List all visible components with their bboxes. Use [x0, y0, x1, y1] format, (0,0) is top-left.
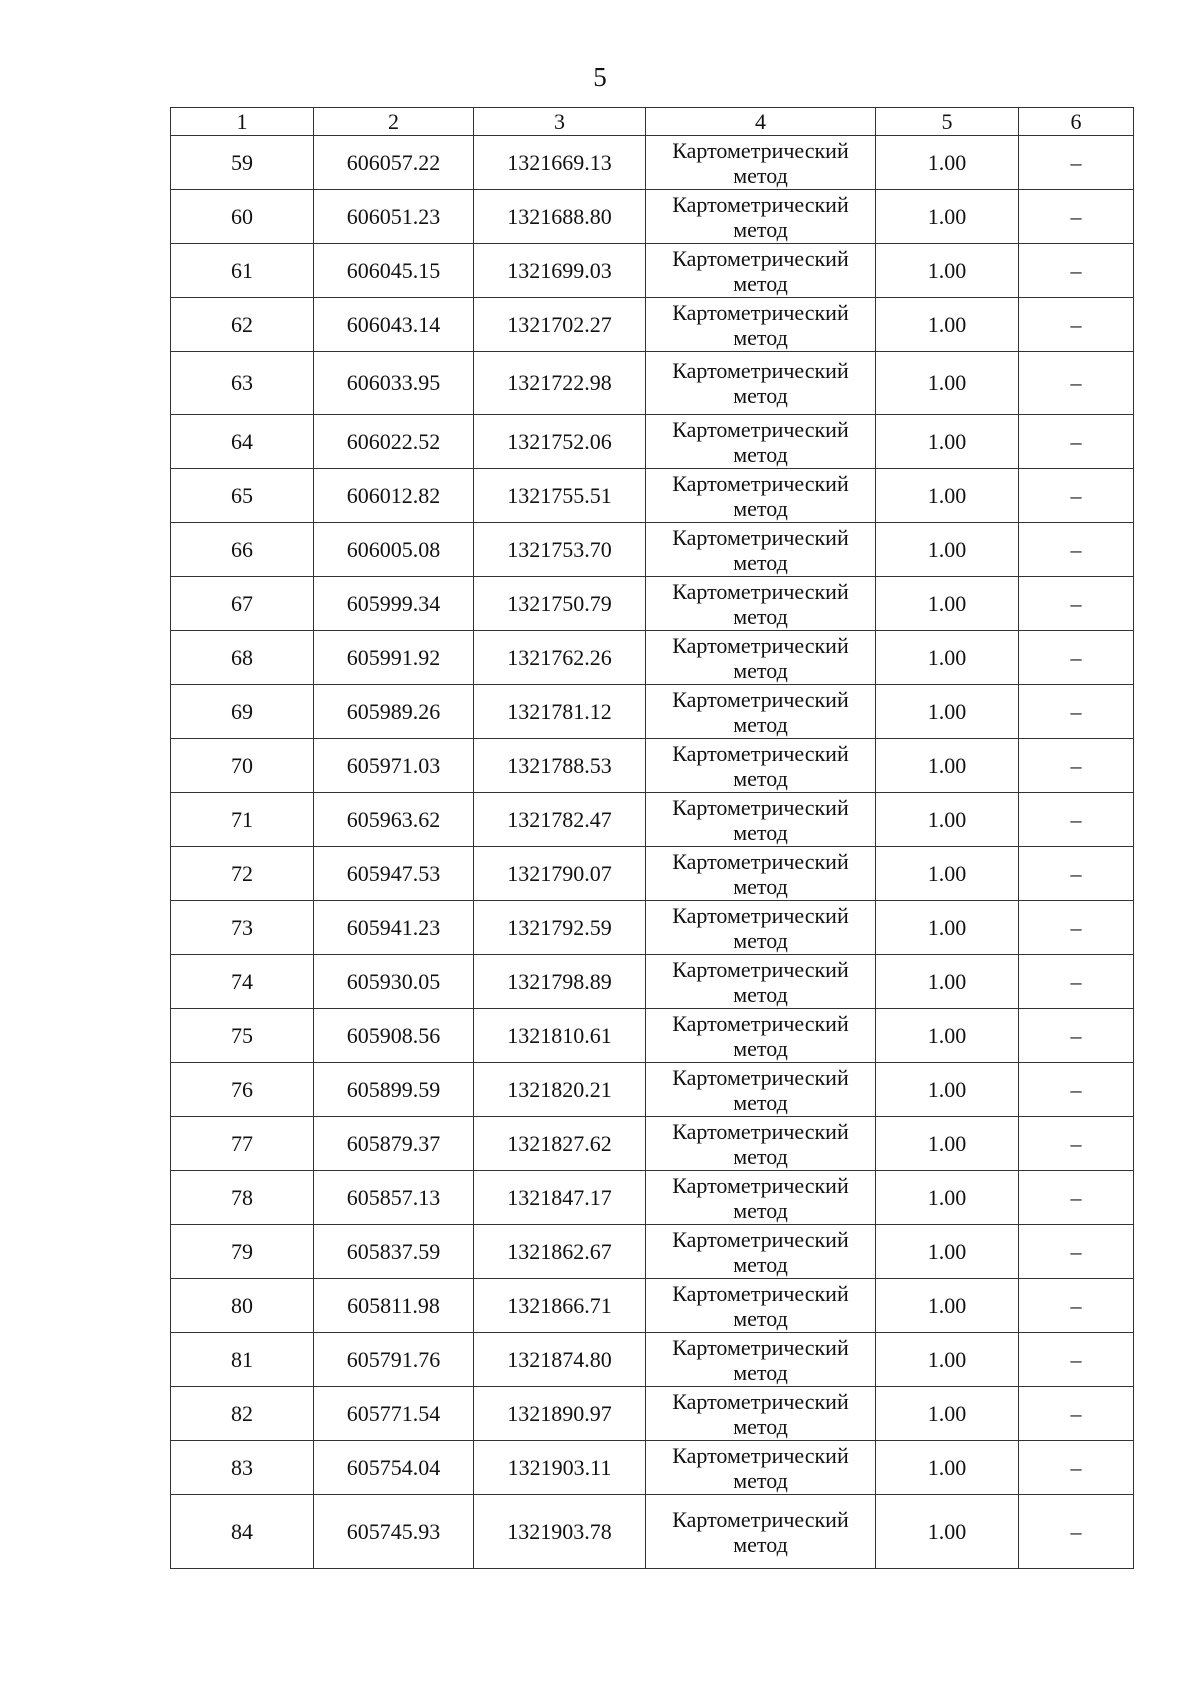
method-line-1: Картометрический: [672, 416, 849, 442]
x-coordinate-cell: 606022.52: [314, 415, 474, 469]
y-coordinate-cell: 1321669.13: [474, 136, 646, 190]
x-coordinate-cell: 605908.56: [314, 1009, 474, 1063]
accuracy-cell: 1.00: [876, 415, 1019, 469]
method-line-1: Картометрический: [672, 1334, 849, 1360]
x-coordinate-cell: 605930.05: [314, 955, 474, 1009]
method-cell: [646, 901, 876, 955]
y-coordinate-cell: 1321702.27: [474, 298, 646, 352]
point-number-cell: 69: [171, 685, 314, 739]
method-line-2: метод: [733, 495, 788, 521]
x-coordinate-cell: 605879.37: [314, 1117, 474, 1171]
header-cell-1: 1: [171, 108, 314, 136]
header-cell-6: 6: [1019, 108, 1134, 136]
description-cell: –: [1019, 1009, 1134, 1063]
method-line-2: метод: [733, 1197, 788, 1223]
y-coordinate-cell: 1321755.51: [474, 469, 646, 523]
table-row: [171, 523, 1134, 577]
accuracy-cell: 1.00: [876, 523, 1019, 577]
y-coordinate-cell: 1321782.47: [474, 793, 646, 847]
y-coordinate-cell: 1321890.97: [474, 1387, 646, 1441]
description-cell: –: [1019, 955, 1134, 1009]
point-number-cell: 71: [171, 793, 314, 847]
table-row: [171, 1117, 1134, 1171]
method-line-1: Картометрический: [672, 794, 849, 820]
method-line-2: метод: [733, 981, 788, 1007]
method-cell: [646, 469, 876, 523]
header-cell-2: 2: [314, 108, 474, 136]
method-line-2: метод: [733, 549, 788, 575]
y-coordinate-cell: 1321847.17: [474, 1171, 646, 1225]
header-cell-4: 4: [646, 108, 876, 136]
point-number-cell: 66: [171, 523, 314, 577]
point-number-cell: 65: [171, 469, 314, 523]
point-number-cell: 77: [171, 1117, 314, 1171]
y-coordinate-cell: 1321722.98: [474, 352, 646, 415]
table-row: [171, 1009, 1134, 1063]
method-line-1: Картометрический: [672, 1064, 849, 1090]
method-cell: [646, 136, 876, 190]
description-cell: –: [1019, 1441, 1134, 1495]
accuracy-cell: 1.00: [876, 1279, 1019, 1333]
y-coordinate-cell: 1321820.21: [474, 1063, 646, 1117]
y-coordinate-cell: 1321790.07: [474, 847, 646, 901]
y-coordinate-cell: 1321699.03: [474, 244, 646, 298]
accuracy-cell: 1.00: [876, 739, 1019, 793]
method-cell: [646, 955, 876, 1009]
accuracy-cell: 1.00: [876, 631, 1019, 685]
description-cell: –: [1019, 1279, 1134, 1333]
point-number-cell: 64: [171, 415, 314, 469]
x-coordinate-cell: 605899.59: [314, 1063, 474, 1117]
accuracy-cell: 1.00: [876, 1387, 1019, 1441]
x-coordinate-cell: 606012.82: [314, 469, 474, 523]
x-coordinate-cell: 605999.34: [314, 577, 474, 631]
description-cell: –: [1019, 244, 1134, 298]
point-number-cell: 68: [171, 631, 314, 685]
x-coordinate-cell: 605837.59: [314, 1225, 474, 1279]
accuracy-cell: 1.00: [876, 847, 1019, 901]
method-line-2: метод: [733, 1413, 788, 1439]
header-cell-3: 3: [474, 108, 646, 136]
table-row: [171, 244, 1134, 298]
table-row: [171, 847, 1134, 901]
method-line-1: Картометрический: [672, 191, 849, 217]
method-line-1: Картометрический: [672, 740, 849, 766]
point-number-cell: 74: [171, 955, 314, 1009]
method-line-2: метод: [733, 1305, 788, 1331]
description-cell: –: [1019, 793, 1134, 847]
description-cell: –: [1019, 136, 1134, 190]
table-row: [171, 1441, 1134, 1495]
method-line-2: метод: [733, 1467, 788, 1493]
point-number-cell: 84: [171, 1495, 314, 1569]
accuracy-cell: 1.00: [876, 577, 1019, 631]
method-cell: [646, 1063, 876, 1117]
description-cell: –: [1019, 1495, 1134, 1569]
table-row: [171, 298, 1134, 352]
table-row: [171, 1063, 1134, 1117]
accuracy-cell: 1.00: [876, 1063, 1019, 1117]
method-line-1: Картометрический: [672, 1226, 849, 1252]
y-coordinate-cell: 1321827.62: [474, 1117, 646, 1171]
x-coordinate-cell: 605971.03: [314, 739, 474, 793]
method-line-1: Картометрический: [672, 358, 849, 383]
method-cell: [646, 631, 876, 685]
x-coordinate-cell: 606033.95: [314, 352, 474, 415]
description-cell: –: [1019, 901, 1134, 955]
table-row: [171, 901, 1134, 955]
method-line-1: Картометрический: [672, 1172, 849, 1198]
table-body: [171, 136, 1134, 1569]
method-cell: [646, 352, 876, 415]
header-row: [171, 108, 1134, 136]
table-row: [171, 136, 1134, 190]
method-line-2: метод: [733, 1089, 788, 1115]
x-coordinate-cell: 605941.23: [314, 901, 474, 955]
method-line-1: Картометрический: [672, 470, 849, 496]
header-cell-5: 5: [876, 108, 1019, 136]
description-cell: –: [1019, 469, 1134, 523]
method-cell: [646, 739, 876, 793]
method-cell: [646, 1009, 876, 1063]
method-cell: [646, 847, 876, 901]
method-line-1: Картометрический: [672, 1010, 849, 1036]
x-coordinate-cell: 606005.08: [314, 523, 474, 577]
point-number-cell: 63: [171, 352, 314, 415]
y-coordinate-cell: 1321903.78: [474, 1495, 646, 1569]
y-coordinate-cell: 1321688.80: [474, 190, 646, 244]
y-coordinate-cell: 1321762.26: [474, 631, 646, 685]
method-cell: [646, 793, 876, 847]
method-line-1: Картометрический: [672, 245, 849, 271]
method-line-2: метод: [733, 270, 788, 296]
description-cell: –: [1019, 415, 1134, 469]
method-line-1: Картометрический: [672, 1442, 849, 1468]
table-row: [171, 739, 1134, 793]
table-row: [171, 1495, 1134, 1569]
method-line-2: метод: [733, 765, 788, 791]
accuracy-cell: 1.00: [876, 298, 1019, 352]
table-row: [171, 577, 1134, 631]
y-coordinate-cell: 1321862.67: [474, 1225, 646, 1279]
point-number-cell: 83: [171, 1441, 314, 1495]
accuracy-cell: 1.00: [876, 352, 1019, 415]
accuracy-cell: 1.00: [876, 685, 1019, 739]
x-coordinate-cell: 605754.04: [314, 1441, 474, 1495]
x-coordinate-cell: 605857.13: [314, 1171, 474, 1225]
description-cell: –: [1019, 1387, 1134, 1441]
table-row: [171, 469, 1134, 523]
method-cell: [646, 1171, 876, 1225]
accuracy-cell: 1.00: [876, 955, 1019, 1009]
y-coordinate-cell: 1321781.12: [474, 685, 646, 739]
point-number-cell: 60: [171, 190, 314, 244]
accuracy-cell: 1.00: [876, 244, 1019, 298]
table-row: [171, 1279, 1134, 1333]
method-line-2: метод: [733, 383, 788, 408]
point-number-cell: 78: [171, 1171, 314, 1225]
description-cell: –: [1019, 352, 1134, 415]
y-coordinate-cell: 1321866.71: [474, 1279, 646, 1333]
method-cell: [646, 1495, 876, 1569]
point-number-cell: 61: [171, 244, 314, 298]
point-number-cell: 81: [171, 1333, 314, 1387]
method-cell: [646, 577, 876, 631]
description-cell: –: [1019, 190, 1134, 244]
table-row: [171, 1387, 1134, 1441]
method-line-1: Картометрический: [672, 1280, 849, 1306]
method-line-2: метод: [733, 819, 788, 845]
point-number-cell: 75: [171, 1009, 314, 1063]
method-line-1: Картометрический: [672, 137, 849, 163]
point-number-cell: 67: [171, 577, 314, 631]
description-cell: –: [1019, 1117, 1134, 1171]
table-row: [171, 415, 1134, 469]
accuracy-cell: 1.00: [876, 1117, 1019, 1171]
y-coordinate-cell: 1321874.80: [474, 1333, 646, 1387]
y-coordinate-cell: 1321788.53: [474, 739, 646, 793]
method-line-1: Картометрический: [672, 299, 849, 325]
coordinates-table: [170, 107, 1134, 1569]
description-cell: –: [1019, 1225, 1134, 1279]
accuracy-cell: 1.00: [876, 1225, 1019, 1279]
method-line-1: Картометрический: [672, 956, 849, 982]
description-cell: –: [1019, 739, 1134, 793]
method-line-2: метод: [733, 927, 788, 953]
accuracy-cell: 1.00: [876, 1009, 1019, 1063]
point-number-cell: 79: [171, 1225, 314, 1279]
page-number: 5: [593, 62, 607, 92]
method-line-2: метод: [733, 1143, 788, 1169]
table-row: [171, 190, 1134, 244]
point-number-cell: 73: [171, 901, 314, 955]
x-coordinate-cell: 606057.22: [314, 136, 474, 190]
description-cell: –: [1019, 631, 1134, 685]
accuracy-cell: 1.00: [876, 469, 1019, 523]
point-number-cell: 72: [171, 847, 314, 901]
y-coordinate-cell: 1321903.11: [474, 1441, 646, 1495]
x-coordinate-cell: 605963.62: [314, 793, 474, 847]
point-number-cell: 82: [171, 1387, 314, 1441]
method-cell: [646, 298, 876, 352]
method-cell: [646, 244, 876, 298]
table-row: [171, 1171, 1134, 1225]
y-coordinate-cell: 1321752.06: [474, 415, 646, 469]
table-row: [171, 685, 1134, 739]
method-line-2: метод: [733, 603, 788, 629]
method-line-1: Картометрический: [672, 848, 849, 874]
method-line-1: Картометрический: [672, 686, 849, 712]
description-cell: –: [1019, 1063, 1134, 1117]
method-cell: [646, 1387, 876, 1441]
table-row: [171, 631, 1134, 685]
table-row: [171, 793, 1134, 847]
method-line-2: метод: [733, 216, 788, 242]
accuracy-cell: 1.00: [876, 1333, 1019, 1387]
method-cell: [646, 1279, 876, 1333]
point-number-cell: 80: [171, 1279, 314, 1333]
method-line-2: метод: [733, 1359, 788, 1385]
table-row: [171, 352, 1134, 415]
method-line-2: метод: [733, 162, 788, 188]
method-cell: [646, 523, 876, 577]
method-line-1: Картометрический: [672, 1388, 849, 1414]
description-cell: –: [1019, 1333, 1134, 1387]
accuracy-cell: 1.00: [876, 190, 1019, 244]
description-cell: –: [1019, 523, 1134, 577]
method-line-2: метод: [733, 711, 788, 737]
point-number-cell: 76: [171, 1063, 314, 1117]
method-line-2: метод: [733, 657, 788, 683]
method-cell: [646, 1441, 876, 1495]
x-coordinate-cell: 605811.98: [314, 1279, 474, 1333]
point-number-cell: 62: [171, 298, 314, 352]
y-coordinate-cell: 1321750.79: [474, 577, 646, 631]
method-cell: [646, 1333, 876, 1387]
description-cell: –: [1019, 577, 1134, 631]
method-line-2: метод: [733, 873, 788, 899]
method-line-2: метод: [733, 324, 788, 350]
x-coordinate-cell: 605791.76: [314, 1333, 474, 1387]
accuracy-cell: 1.00: [876, 1171, 1019, 1225]
method-line-2: метод: [733, 1035, 788, 1061]
y-coordinate-cell: 1321810.61: [474, 1009, 646, 1063]
method-line-1: Картометрический: [672, 632, 849, 658]
method-line-1: Картометрический: [672, 578, 849, 604]
method-cell: [646, 685, 876, 739]
x-coordinate-cell: 606043.14: [314, 298, 474, 352]
y-coordinate-cell: 1321798.89: [474, 955, 646, 1009]
accuracy-cell: 1.00: [876, 1495, 1019, 1569]
table-row: [171, 1333, 1134, 1387]
accuracy-cell: 1.00: [876, 901, 1019, 955]
method-line-2: метод: [733, 1251, 788, 1277]
x-coordinate-cell: 605989.26: [314, 685, 474, 739]
accuracy-cell: 1.00: [876, 793, 1019, 847]
method-line-2: метод: [733, 441, 788, 467]
y-coordinate-cell: 1321792.59: [474, 901, 646, 955]
method-line-1: Картометрический: [672, 1506, 849, 1532]
method-cell: [646, 1117, 876, 1171]
table-row: [171, 1225, 1134, 1279]
method-line-2: метод: [733, 1531, 788, 1557]
method-line-1: Картометрический: [672, 524, 849, 550]
x-coordinate-cell: 605991.92: [314, 631, 474, 685]
method-line-1: Картометрический: [672, 902, 849, 928]
description-cell: –: [1019, 685, 1134, 739]
description-cell: –: [1019, 847, 1134, 901]
description-cell: –: [1019, 1171, 1134, 1225]
method-line-1: Картометрический: [672, 1118, 849, 1144]
accuracy-cell: 1.00: [876, 1441, 1019, 1495]
y-coordinate-cell: 1321753.70: [474, 523, 646, 577]
table-row: [171, 955, 1134, 1009]
x-coordinate-cell: 606045.15: [314, 244, 474, 298]
method-cell: [646, 415, 876, 469]
accuracy-cell: 1.00: [876, 136, 1019, 190]
point-number-cell: 59: [171, 136, 314, 190]
x-coordinate-cell: 605745.93: [314, 1495, 474, 1569]
point-number-cell: 70: [171, 739, 314, 793]
description-cell: –: [1019, 298, 1134, 352]
method-cell: [646, 190, 876, 244]
x-coordinate-cell: 606051.23: [314, 190, 474, 244]
method-cell: [646, 1225, 876, 1279]
x-coordinate-cell: 605947.53: [314, 847, 474, 901]
x-coordinate-cell: 605771.54: [314, 1387, 474, 1441]
